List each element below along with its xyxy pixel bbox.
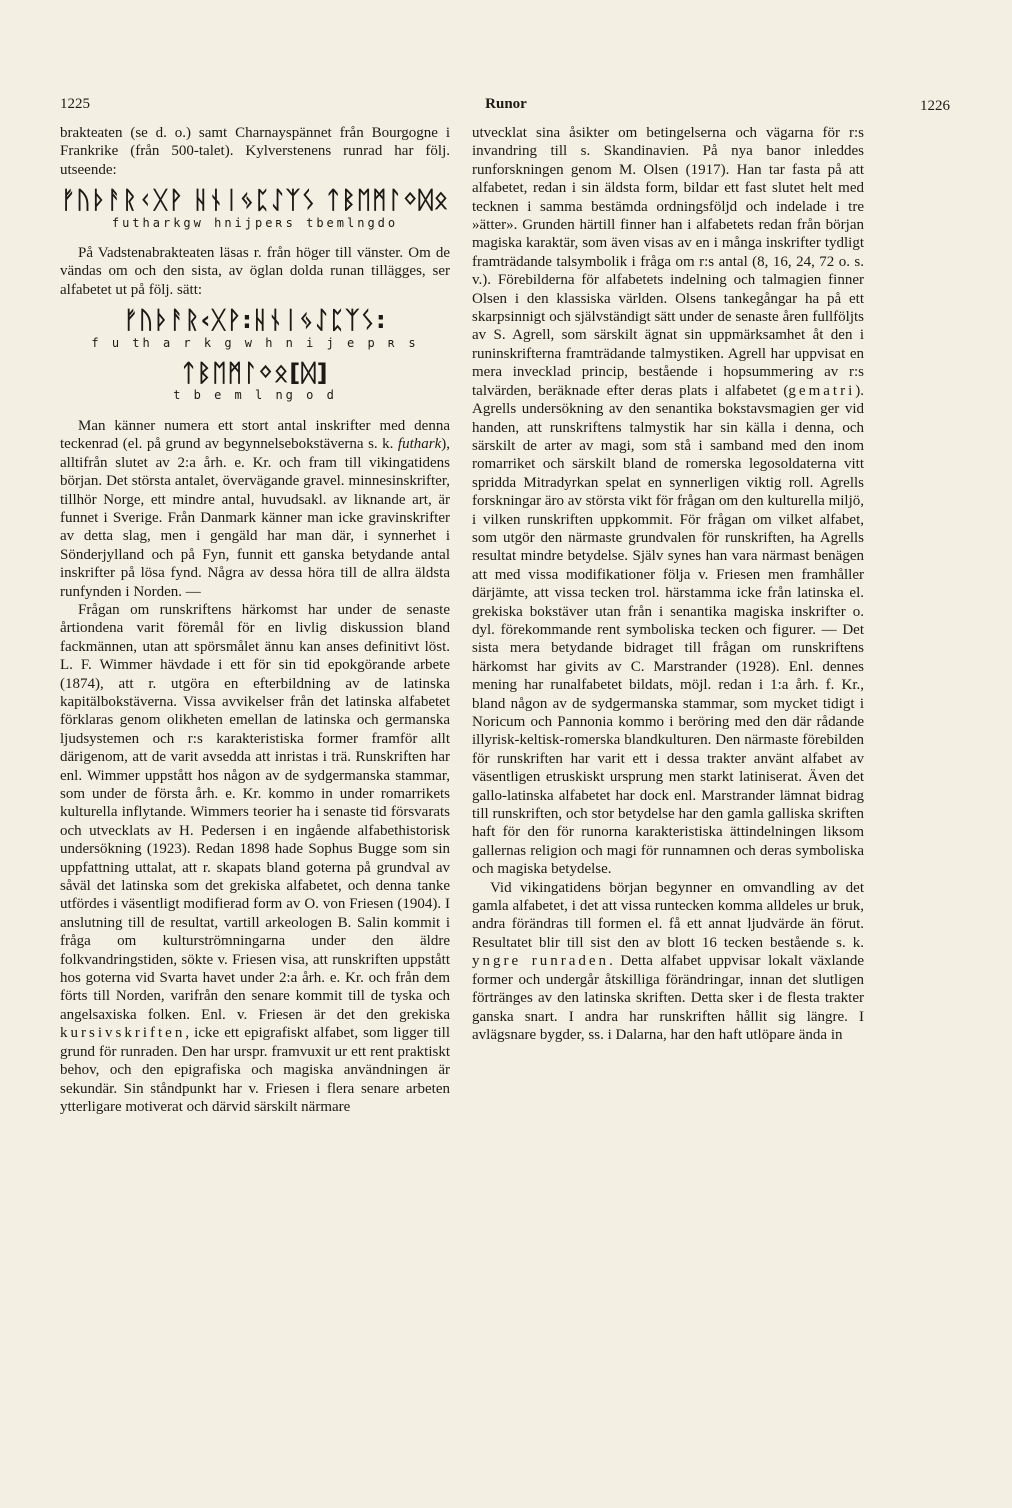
right-paragraph-2: Vid vikingatidens början begynner en omvandling av det gamla alfabetet, i det att vissa runtecken komma alldeles ur bruk, andra förändras till formen el. få ett annat ljudvärde än förut. Resultatet blir till sist den av blott 16 tecken bestående s. k. yngre runraden. Detta alfabet uppvisar lokalt växlande former och undergår åtskilliga förändringar, innan det slutligen förtränges av den latinska skriften. Detta sker i de flesta trakter ganska snart. I andra har runskriften hållit sig längre. I avlägsnare bygder, ss. i Dalarna, har den haft utlöpare ända in	[472, 879, 864, 1043]
right-paragraph-1: utvecklat sina åsikter om betingelserna och vägarna för r:s invandring till s. Skandinavien. På nya banor inleddes runforskningen genom M. Olsen (1917). Han tar fasta på att alfabetet, redan i sin äldsta form, bildar ett fast slutet helt med tecknen i samma bestämda ordningsföljd och indelade i tre »ätter». Grunden härtill finner han i alfabetets redan från början magiska karaktär, som även visas av en i många inskrifter tydligt framträdande talsymbolik i fråga om r:s antal (8, 16, 24, 72 o. s. v.). Förebilderna för alfabetets indelning och talmagien finner Olsen i den klassiska världen. Olsens tankegångar ha på ett skarpsinnigt och självständigt sätt under de senaste åren fullföljts av S. Agrell, som särskilt ägnat sin uppmärksamhet åt den i runinskrifterna framträdande talmystiken. Agrell har uppvisat en mera invecklad princip, bestående i hopsummering av r:s talvärden, beräknade efter deras plats i alfabetet (gematri). Agrells undersökning av den senantika bokstavsmagien ger vid handen, att runskriftens talmystik har sin källa i denna, och särskilt de arter av magi, som stå i samband med den inom romarriket och särskilt bland de romerska legosoldaterna vitt spridda Mitradyrkan spelat en synnerligen viktig roll. Agrells forskningar äro av största vikt för frågan om den kulturella miljö, i vilken runskriften uppkommit. För frågan om vilket alfabet, som utgör den närmaste grundvalen för runskriften, ha Agrells resultat mindre betydelse. Själv synes han vara närmast benägen att med vissa modifikationer följa v. Friesen men framhåller därjämte, att vissa tecken trol. härstamma icke från latinska el. grekiska bokstäver utan från i senantika magiska inskrifter o. dyl. förekommande rent symboliska tecken och figurer. — Det sista mera betydande bidraget till frågan om runskriftens härkomst har givits av C. Marstrander (1928). Enl. dennes mening har runalfabetet bildats, möjl. redan i 1:a årh. f. Kr., bland någon av de sydgermanska stammar, som mycket tidigt i Noricum och Pannonia kommo i beröring med den där rådande illyrisk-keltisk-romerska blandkulturen. Den närmaste förebilden för runskriften har varit ett i dessa trakter använt alfabet av väsentligen etruskiskt ursprung men starkt latiniserat. Även det gallo-latinska alfabetet har dock enl. Marstrander lämnat bidrag till runskriften, och stor betydelse har den gamla galliska skriften haft för den för runorna karakteristiska ättindelningen liksom gallernas religion och magi för runnamnen och deras symboliska och magiska betydelse.	[472, 125, 864, 878]
vadstena-transliteration-1: f u th a r k g w h n i j e p ʀ s	[91, 335, 419, 350]
futhark-term: futhark	[397, 436, 442, 453]
left-paragraph-4: Frågan om runskriftens härkomst har under de senaste årtiondena varit föremål för en livlig diskussion bland fackmännen, utan att spörsmålet ännu kan anses definitivt löst. L. F. Wimmer hävdade i ett för sin tid epokgörande arbete (1874), att r. utgöra en efterbildning av de latinska kapitälbokstäverna. Vissa avvikelser från det latinska alfabetet förklaras genom olikheten emellan de latinska och germanska ljudsystemen och r:s karakteristiska former framför allt därigenom, att de varit avsedda att inristas i trä. Runskriften har enl. Wimmer uppstått hos någon av de sydgermanska stammar, som under de första årh. e. Kr. kommo in under romarrikets kulturella inflytande. Wimmers teorier ha i senaste tid försvarats och utvecklats av H. Pedersen i en ingående alfabethistorisk undersökning (1923). Redan 1898 hade Sophus Bugge som sin uppfattning uttalat, att r. skapats bland goterna på grundval av såväl det latinska som det grekiska alfabetet, och denna tanke utfördes i väsentligt modifierad form av O. von Friesen (1904). I anslutning till de resultat, vartill arkeologen B. Salin kommit i fråga om kulturströmningarna under den äldre folkvandringstiden, sökte v. Friesen visa, att runskriften uppstått hos goterna vid Svarta havet under 2:a årh. e. Kr. och från dem förts till Norden, varifrån den senare kommit till de tyska och angelsaxiska folken. Enl. v. Friesen är det den grekiska kursivskriften, icke ett epigrafiskt alfabet, som ligger till grund för runraden. Den har urspr. framvuxit ur ett rent praktiskt behov, och den epigrafiska och magiska användningen är sekundär. Sin ståndpunkt har v. Friesen i flera senare arbeten ytterligare motiverat och därvid särskilt närmare	[60, 601, 450, 1115]
page-title: Runor	[485, 96, 527, 112]
left-column	[60, 124, 450, 1116]
page-number-right: 1226	[920, 98, 950, 114]
vadstena-transliteration-2: t b e m l ng o d	[173, 388, 337, 403]
yngre-runraden-term: yngre runraden	[472, 953, 610, 970]
kylver-transliteration: futharkgw hnijpeʀs tbemlngdo	[111, 215, 399, 230]
vadstena-rune-row-2: ᛏᛒᛖᛗᛚᛜᛟ[ᛞ]	[181, 359, 329, 388]
right-column	[472, 124, 864, 1044]
kylver-rune-row: ᚠᚢᚦᚨᚱᚲᚷᚹ ᚺᚾᛁᛃᛈᛇᛉᛊ ᛏᛒᛖᛗᛚᛜᛞᛟ	[60, 186, 450, 215]
left-paragraph-3: Man känner numera ett stort antal inskrifter med denna teckenrad (el. på grund av begynnelsebokstäverna s. k. futhark), alltifrån slutet av 2:a årh. e. Kr. och fram till vikingatidens början. Det största antalet, övervägande gravel. minnesinskrifter, tillhör Norge, ett mindre antal, huvudsakl. av liknande art, är funnet i Sverige. Från Danmark känner man icke gravinskrifter av detta slag, men i gengäld har man där, i synnerhet i Sönderjylland och på Fyn, funnit ett ganska betydande antal inskrifter på lösa fynd. Några av dessa höra till de allra äldsta runfynden i Norden. —	[60, 417, 450, 600]
vadstena-rune-row-1: ᚠᚢᚦᚨᚱ‹ᚷᚹ:ᚺᚾᛁᛃᛇᛈᛉᛊ:	[123, 306, 387, 335]
kursivskriften-term: kursivskriften	[60, 1025, 186, 1042]
left-paragraph-1: brakteaten (se d. o.) samt Charnayspännet från Bourgogne i Frankrike (från 500-talet). Kylverstenens runrad har följ. utseende:	[60, 125, 450, 178]
left-paragraph-2: På Vadstenabrakteaten läsas r. från höger till vänster. Om de vändas om och den sista, av öglan dolda runan tillägges, ser alfabetet ut på följ. sätt:	[60, 245, 450, 298]
page-number-left: 1225	[60, 96, 90, 112]
gematri-term: gematri	[788, 382, 856, 399]
